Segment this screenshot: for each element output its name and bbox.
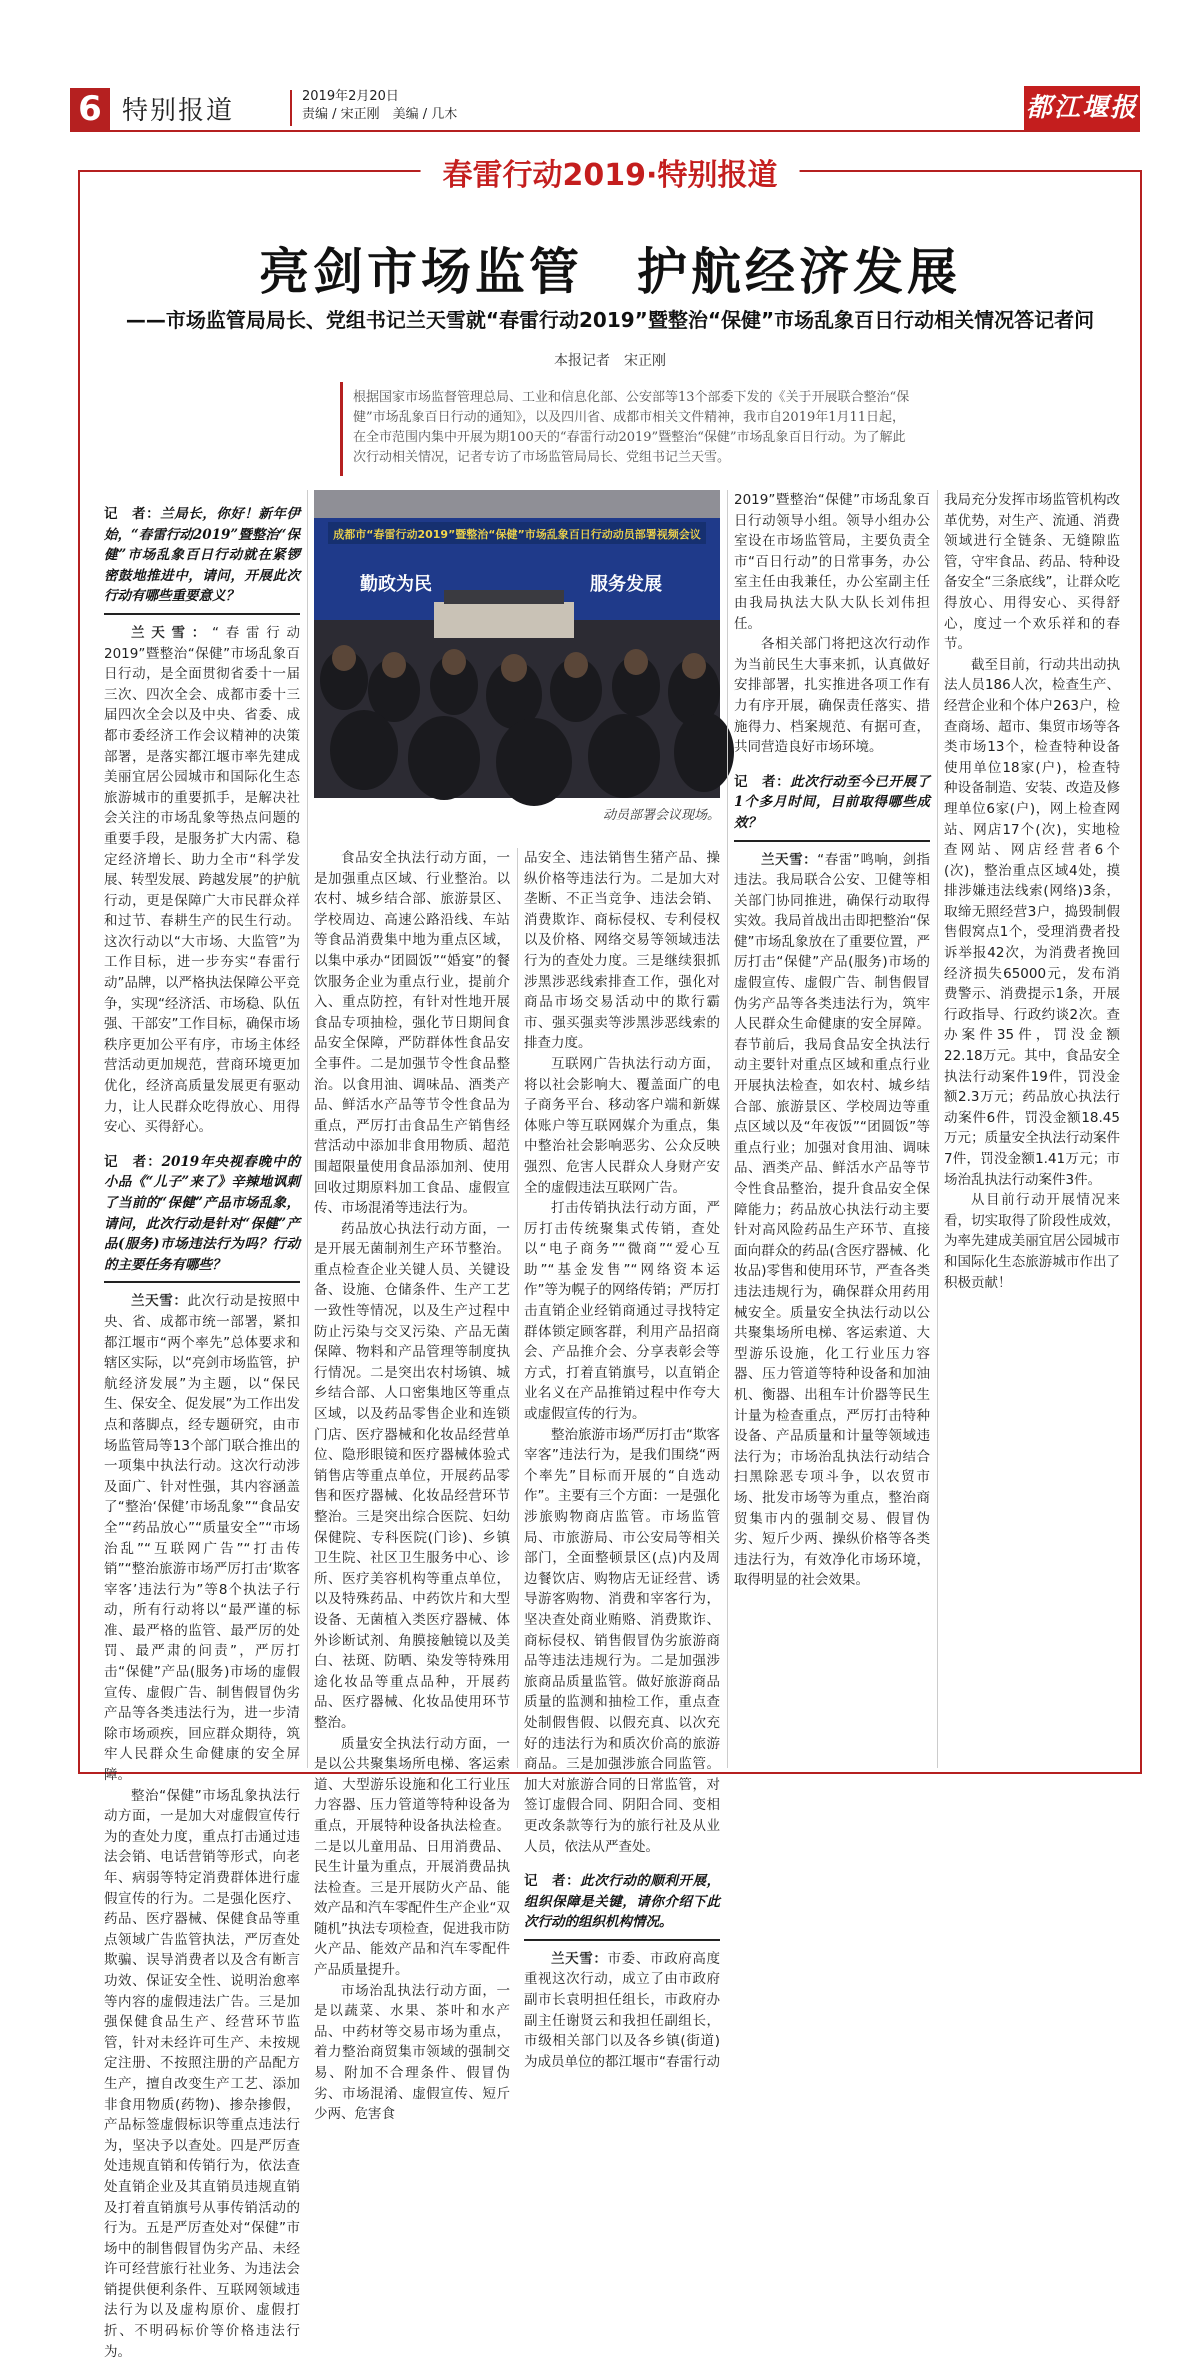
article-lead: 根据国家市场监督管理总局、工业和信息化部、公安部等13个部委下发的《关于开展联合整治“保健”市场乱象百日行动的通知》，以及四川省、成都市相关文件精神，我市自2019年1月11日起，在全市范围内集中开展为期100天的“春雷行动2019”暨整治“保健”市场乱象百日行动。为了解此次行动相关情况，记者专访了市场监管局局长、党组书记兰天雪。 (340, 382, 928, 476)
question: 记 者：2019年央视春晚中的小品《“儿子”来了》辛辣地讽刺了当前的“保健”产品市场乱象，请问，此次行动是针对“保健”产品(服务)市场违法行为吗？行动的主要任务有哪些？ (104, 1152, 300, 1284)
column-divider (307, 490, 308, 1768)
body-paragraph: 打击传销执法行动方面，严厉打击传统聚集式传销，查处以“电子商务”“微商”“爱心互助”“基金发售”“网络资本运作”等为幌子的网络传销；严厉打击直销企业经销商通过寻找特定群体锁定顾客群，利用产品招商会、产品推介会、分享表彰会等方式，打着直销旗号，以直销企业名义在产品推销过程中作夸大或虚假宣传的行为。 (524, 1200, 720, 1423)
meeting-photo (314, 490, 720, 798)
masthead (70, 86, 1140, 132)
question: 记 者：此次行动至今已开展了1个多月时间，目前取得哪些成效？ (734, 772, 930, 842)
body-paragraph: 截至目前，行动共出动执法人员186人次，检查生产、经营企业和个体户263户，检查商场、超市、集贸市场等各类市场13个，检查特种设备使用单位18家(户)，检查特种设备制造、安装、改造及修理单位6家(户)，网上检查网站、网店17个(次)，实地检查网站、网店经营者6个(次)，整治重点区域4处，摸排涉嫌违法线索(网络)3条，取缔无照经营3户，捣毁制假售假窝点1个，受理消费者投诉举报42次，为消费者挽回经济损失65000元，发布消费警示、消费提示1条，开展行政指导、行政约谈2次。查办案件35件，罚没金额22.18万元。其中，食品安全执法行动案件19件，罚没金额2.3万元；药品放心执法行动案件6件，罚没金额18.45万元；质量安全执法行动案件7件，罚没金额1.41万元；市场治乱执法行动案件3件。 (944, 656, 1120, 1188)
special-report-banner: 春雷行动2019·特别报道 (421, 150, 800, 194)
divider (290, 90, 292, 126)
body-paragraph: 整治旅游市场严厉打击“欺客宰客”违法行为，是我们围绕“两个率先”目标而开展的“自选动作”。主要有三个方面：一是强化涉旅购物商店监管。市场监管局、市旅游局、市公安局等相关部门，全面整顿景区(点)内及周边餐饮店、购物店无证经营、诱导游客购物、消费和宰客行为，坚决查处商业贿赂、消费欺诈、商标侵权、销售假冒伪劣旅游商品等违法违规行为。二是加强涉旅商品质量监管。做好旅游商品质量的监测和抽检工作，重点查处制假售假、以假充真、以次充好的违法行为和质次价高的旅游商品。三是加强涉旅合同监管。加大对旅游合同的日常监管，对签订虚假合同、阴阳合同、变相更改条款等行为的旅行社及从业人员，依法从严查处。 (524, 1426, 720, 1855)
article-headline: 亮剑市场监管 护航经济发展 (259, 242, 961, 301)
answer-paragraph: 兰天雪：“春雷行动2019”暨整治“保健”市场乱象百日行动，是全面贯彻省委十一届三次、四次全会、成都市委十三届四次全会以及中央、省委、成都市委经济工作会议精神的决策部署，是落实都江堰市率先建成美丽宜居公园城市和国际化生态旅游城市的重要抓手，是解决社会关注的市场乱象等热点问题的重要手段，是服务扩大内需、稳定经济增长、助力全市“科学发展、转型发展、跨越发展”的护航行动，更是保障广大市民群众祥和过节、春耕生产的民生行动。这次行动以“大市场、大监管”为工作目标，进一步夯实“春雷行动”品牌，以严格执法保障公平竞争，实现“经济活、市场稳、队伍强、干部安”工作目标，确保市场秩序更加公平有序，市场主体经营活动更加规范，营商环境更加优化，经济高质量发展更有驱动力，让人民群众吃得放心、用得安心、买得舒心。 (104, 624, 300, 1136)
column-5 (944, 490, 1120, 1768)
article-byline: 本报记者 宋正刚 (554, 353, 666, 369)
column-divider (937, 490, 938, 1768)
body-paragraph: 从目前行动开展情况来看，切实取得了阶段性成效，为率先建成美丽宜居公园城市和国际化生态旅游城市作出了积极贡献！ (944, 1192, 1120, 1291)
photo-banner-text: 成都市“春雷行动2019”暨整治“保健”市场乱象百日行动动员部署视频会议 (333, 528, 701, 541)
issue-date: 2019年2月20日 (302, 89, 399, 104)
body-paragraph: 我局充分发挥市场监管机构改革优势，对生产、流通、消费领域进行全链条、无缝隙监管，守牢食品、药品、特种设备安全“三条底线”，让群众吃得放心、用得安心、买得舒心，度过一个欢乐祥和的春节。 (944, 492, 1120, 653)
photo-sign-left: 勤政为民 (360, 574, 432, 595)
column-divider (517, 848, 518, 1768)
question: 记 者：此次行动的顺利开展，组织保障是关键，请你介绍下此次行动的组织机构情况。 (524, 1871, 720, 1941)
column-2 (314, 848, 510, 2123)
body-paragraph: 互联网广告执法行动方面，将以社会影响大、覆盖面广的电子商务平台、移动客户端和新媒体账户等互联网媒介为重点，集中整治社会影响恶劣、公众反映强烈、危害人民群众人身财产安全的虚假违法互联网广告。 (524, 1055, 720, 1196)
answer-paragraph: 兰天雪：市委、市政府高度重视这次行动，成立了由市政府副市长袁明担任组长，市政府办副主任谢贤云和我担任副组长，市级相关部门以及各乡镇(街道)为成员单位的都江堰市“春雷行动 (524, 1950, 721, 2070)
body-paragraph: 品安全、违法销售生猪产品、操纵价格等违法行为。二是加大对垄断、不正当竞争、违法会销、消费欺诈、商标侵权、专利侵权以及价格、网络交易等领域违法行为的查处力度。三是继续狠抓涉黑涉恶线索排查工作，强化对商品市场交易活动中的欺行霸市、强买强卖等涉黑涉恶线索的排查力度。 (524, 850, 720, 1052)
section-title: 特别报道 (122, 96, 235, 126)
answer-paragraph: 兰天雪：此次行动是按照中央、省、成都市统一部署，紧扣都江堰市“两个率先”总体要求和辖区实际，以“亮剑市场监管，护航经济发展”为主题，以“保民生、保安全、促发展”为工作出发点和落脚点，经专题研究，由市场监管局等13个部门联合推出的一项集中执法行动。这次行动涉及面广、针对性强，其内容涵盖了“整治‘保健’市场乱象”“食品安全”“药品放心”“质量安全”“市场治乱”“互联网广告”“打击传销”“整治旅游市场严厉打击‘欺客宰客’违法行为”等8个执法子行动，所有行动将以“最严谨的标准、最严格的监管、最严厉的处罚、最严肃的问责”，严厉打击“保健”产品(服务)市场的虚假宣传、虚假广告、制售假冒伪劣产品等各类违法行为，进一步清除市场顽疾，回应群众期待，筑牢人民群众生命健康的安全屏障。 (104, 1293, 301, 1784)
body-paragraph: 2019”暨整治“保健”市场乱象百日行动领导小组。领导小组办公室设在市场监管局，主要负责全市“百日行动”的日常事务，办公室主任由我兼任，办公室副主任由我局执法大队大队长刘伟担任。 (734, 492, 930, 632)
photo-sign-right: 服务发展 (590, 574, 662, 595)
column-4 (734, 490, 930, 1768)
article-subhead: ——市场监管局局长、党组书记兰天雪就“春雷行动2019”暨整治“保健”市场乱象百日行动相关情况答记者问 (125, 308, 1095, 332)
body-paragraph: 质量安全执法行动方面，一是以公共聚集场所电梯、客运索道、大型游乐设施和化工行业压力容器、压力管道等特种设备为重点，开展特种设备执法检查。二是以儿童用品、日用消费品、民生计量为重点，开展消费品执法检查。三是开展防火产品、能效产品和汽车零配件生产企业“双随机”执法专项检查，促进我市防火产品、能效产品和汽车零配件产品质量提升。 (314, 1735, 510, 1979)
article-frame (78, 158, 1142, 2360)
question: 记 者：兰局长，你好！新年伊始，“春雷行动2019”暨整治“保健”市场乱象百日行动就在紧锣密鼓地推进中，请问，开展此次行动有哪些重要意义？ (104, 504, 300, 615)
column-3 (524, 848, 721, 2070)
issue-meta (302, 88, 457, 124)
body-paragraph: 市场治乱执法行动方面，一是以蔬菜、水果、茶叶和水产品、中药材等交易市场为重点，着力整治商贸集市领域的强制交易、附加不合理条件、假冒伪劣、市场混淆、虚假宣传、短斤少两、危害食 (314, 1982, 510, 2123)
column-1 (104, 490, 301, 2360)
page-number: 6 (70, 88, 110, 130)
column-divider (727, 490, 728, 1768)
newspaper-logo: 都江堰报 (1024, 86, 1140, 130)
body-paragraph: 药品放心执法行动方面，一是开展无菌制剂生产环节整治。重点检查企业关键人员、关键设备、设施、仓储条件、生产工艺一致性等情况，以及生产过程中防止污染与交叉污染、产品无菌保障、物料和产品管理等制度执行情况。二是突出农村场镇、城乡结合部、人口密集地区等重点区域，以及药品零售企业和连锁门店、医疗器械和化妆品经营单位、隐形眼镜和医疗器械体验式销售店等重点单位，开展药品零售和医疗器械、化妆品经营环节整治。三是突出综合医院、妇幼保健院、专科医院(门诊)、乡镇卫生院、社区卫生服务中心、诊所、医疗美容机构等重点单位，以及特殊药品、中药饮片和大型设备、无菌植入类医疗器械、体外诊断试剂、角膜接触镜以及美白、祛斑、防晒、染发等特殊用途化妆品等重点品种，开展药品、医疗器械、化妆品使用环节整治。 (314, 1220, 510, 1731)
body-paragraph: 各相关部门将把这次行动作为当前民生大事来抓，认真做好安排部署，扎实推进各项工作有力有序开展，确保责任落实、措施得力、档案规范、有据可查，共同营造良好市场环境。 (734, 636, 930, 756)
body-paragraph: 食品安全执法行动方面，一是加强重点区域、行业整治。以农村、城乡结合部、旅游景区、学校周边、高速公路沿线、车站等食品消费集中地为重点区域，以集中承办“团圆饭”“婚宴”的餐饮服务企业为重点行业，提前介入、重点防控，有针对性地开展食品专项抽检，强化节日期间食品安全保障，严防群体性食品安全事件。二是加强节令性食品整治。以食用油、调味品、酒类产品、鲜活水产品等节令性食品为重点，严厉打击食品生产销售经营活动中添加非食用物质、超范围超限量使用食品添加剂、使用回收过期原料加工食品、虚假宣传、市场混淆等违法行为。 (314, 850, 510, 1217)
photo-caption: 动员部署会议现场。 (602, 808, 720, 823)
meeting-photo-image (314, 490, 720, 798)
body-paragraph: 整治“保健”市场乱象执法行动方面，一是加大对虚假宣传行为的查处力度，重点打击通过违法会销、电话营销等形式，向老年、病弱等特定消费群体进行虚假宣传的行为。二是强化医疗、药品、医疗器械、保健食品等重点领域广告监管执法，严厉查处欺骗、误导消费者以及含有断言功效、保证安全性、说明治愈率等内容的虚假违法广告。三是加强保健食品生产、经营环节监管，针对未经许可生产、未按规定注册、不按照注册的产品配方生产，擅自改变生产工艺、添加非食用物质(药物)、掺杂掺假，产品标签虚假标识等重点违法行为，坚决予以查处。四是严厉查处违规直销和传销行为，依法查处直销企业及其直销员违规直销及打着直销旗号从事传销活动的行为。五是严厉查处对“保健”市场中的制售假冒伪劣产品、未经许可经营旅行社业务、为违法会销提供便利条件、互联网领域违法行为以及虚构原价、虚假打折、不明码标价等价格违法行为。 (104, 1787, 300, 2360)
answer-paragraph: 兰天雪：“春雷”鸣响，剑指违法。我局联合公安、卫健等相关部门协同推进，确保行动取得实效。我局首战出击即把整治“保健”市场乱象放在了重要位置，严厉打击“保健”产品(服务)市场的虚假宣传、虚假广告、制售假冒伪劣产品等各类违法行为，筑牢人民群众生命健康的安全屏障。春节前后，我局食品安全执法行动主要针对重点区域和重点行业开展执法检查，如农村、城乡结合部、旅游景区、学校周边等重点区域以及“年夜饭”“团圆饭”等重点行业；加强对食用油、调味品、酒类产品、鲜活水产品等节令性食品整治，提升食品安全保障能力；药品放心执法行动主要针对高风险药品生产环节、直接面向群众的药品(含医疗器械、化妆品)零售和使用环节，严查各类违法违规行为，确保群众用药用械安全。质量安全执法行动以公共聚集场所电梯、客运索道、大型游乐设施，化工行业压力容器、压力管道等特种设备和加油机、衡器、出租车计价器等民生计量为检查重点，严厉打击特种设备、产品质量和计量等领域违法行为；市场治乱执法行动结合扫黑除恶专项斗争，以农贸市场、批发市场等为重点，整治商贸集市内的强制交易、假冒伪劣、短斤少两、操纵价格等各类违法行为，有效净化市场环境，取得明显的社会效果。 (734, 851, 930, 1589)
issue-editors: 责编 / 宋正刚 美编 / 几木 (302, 107, 458, 122)
